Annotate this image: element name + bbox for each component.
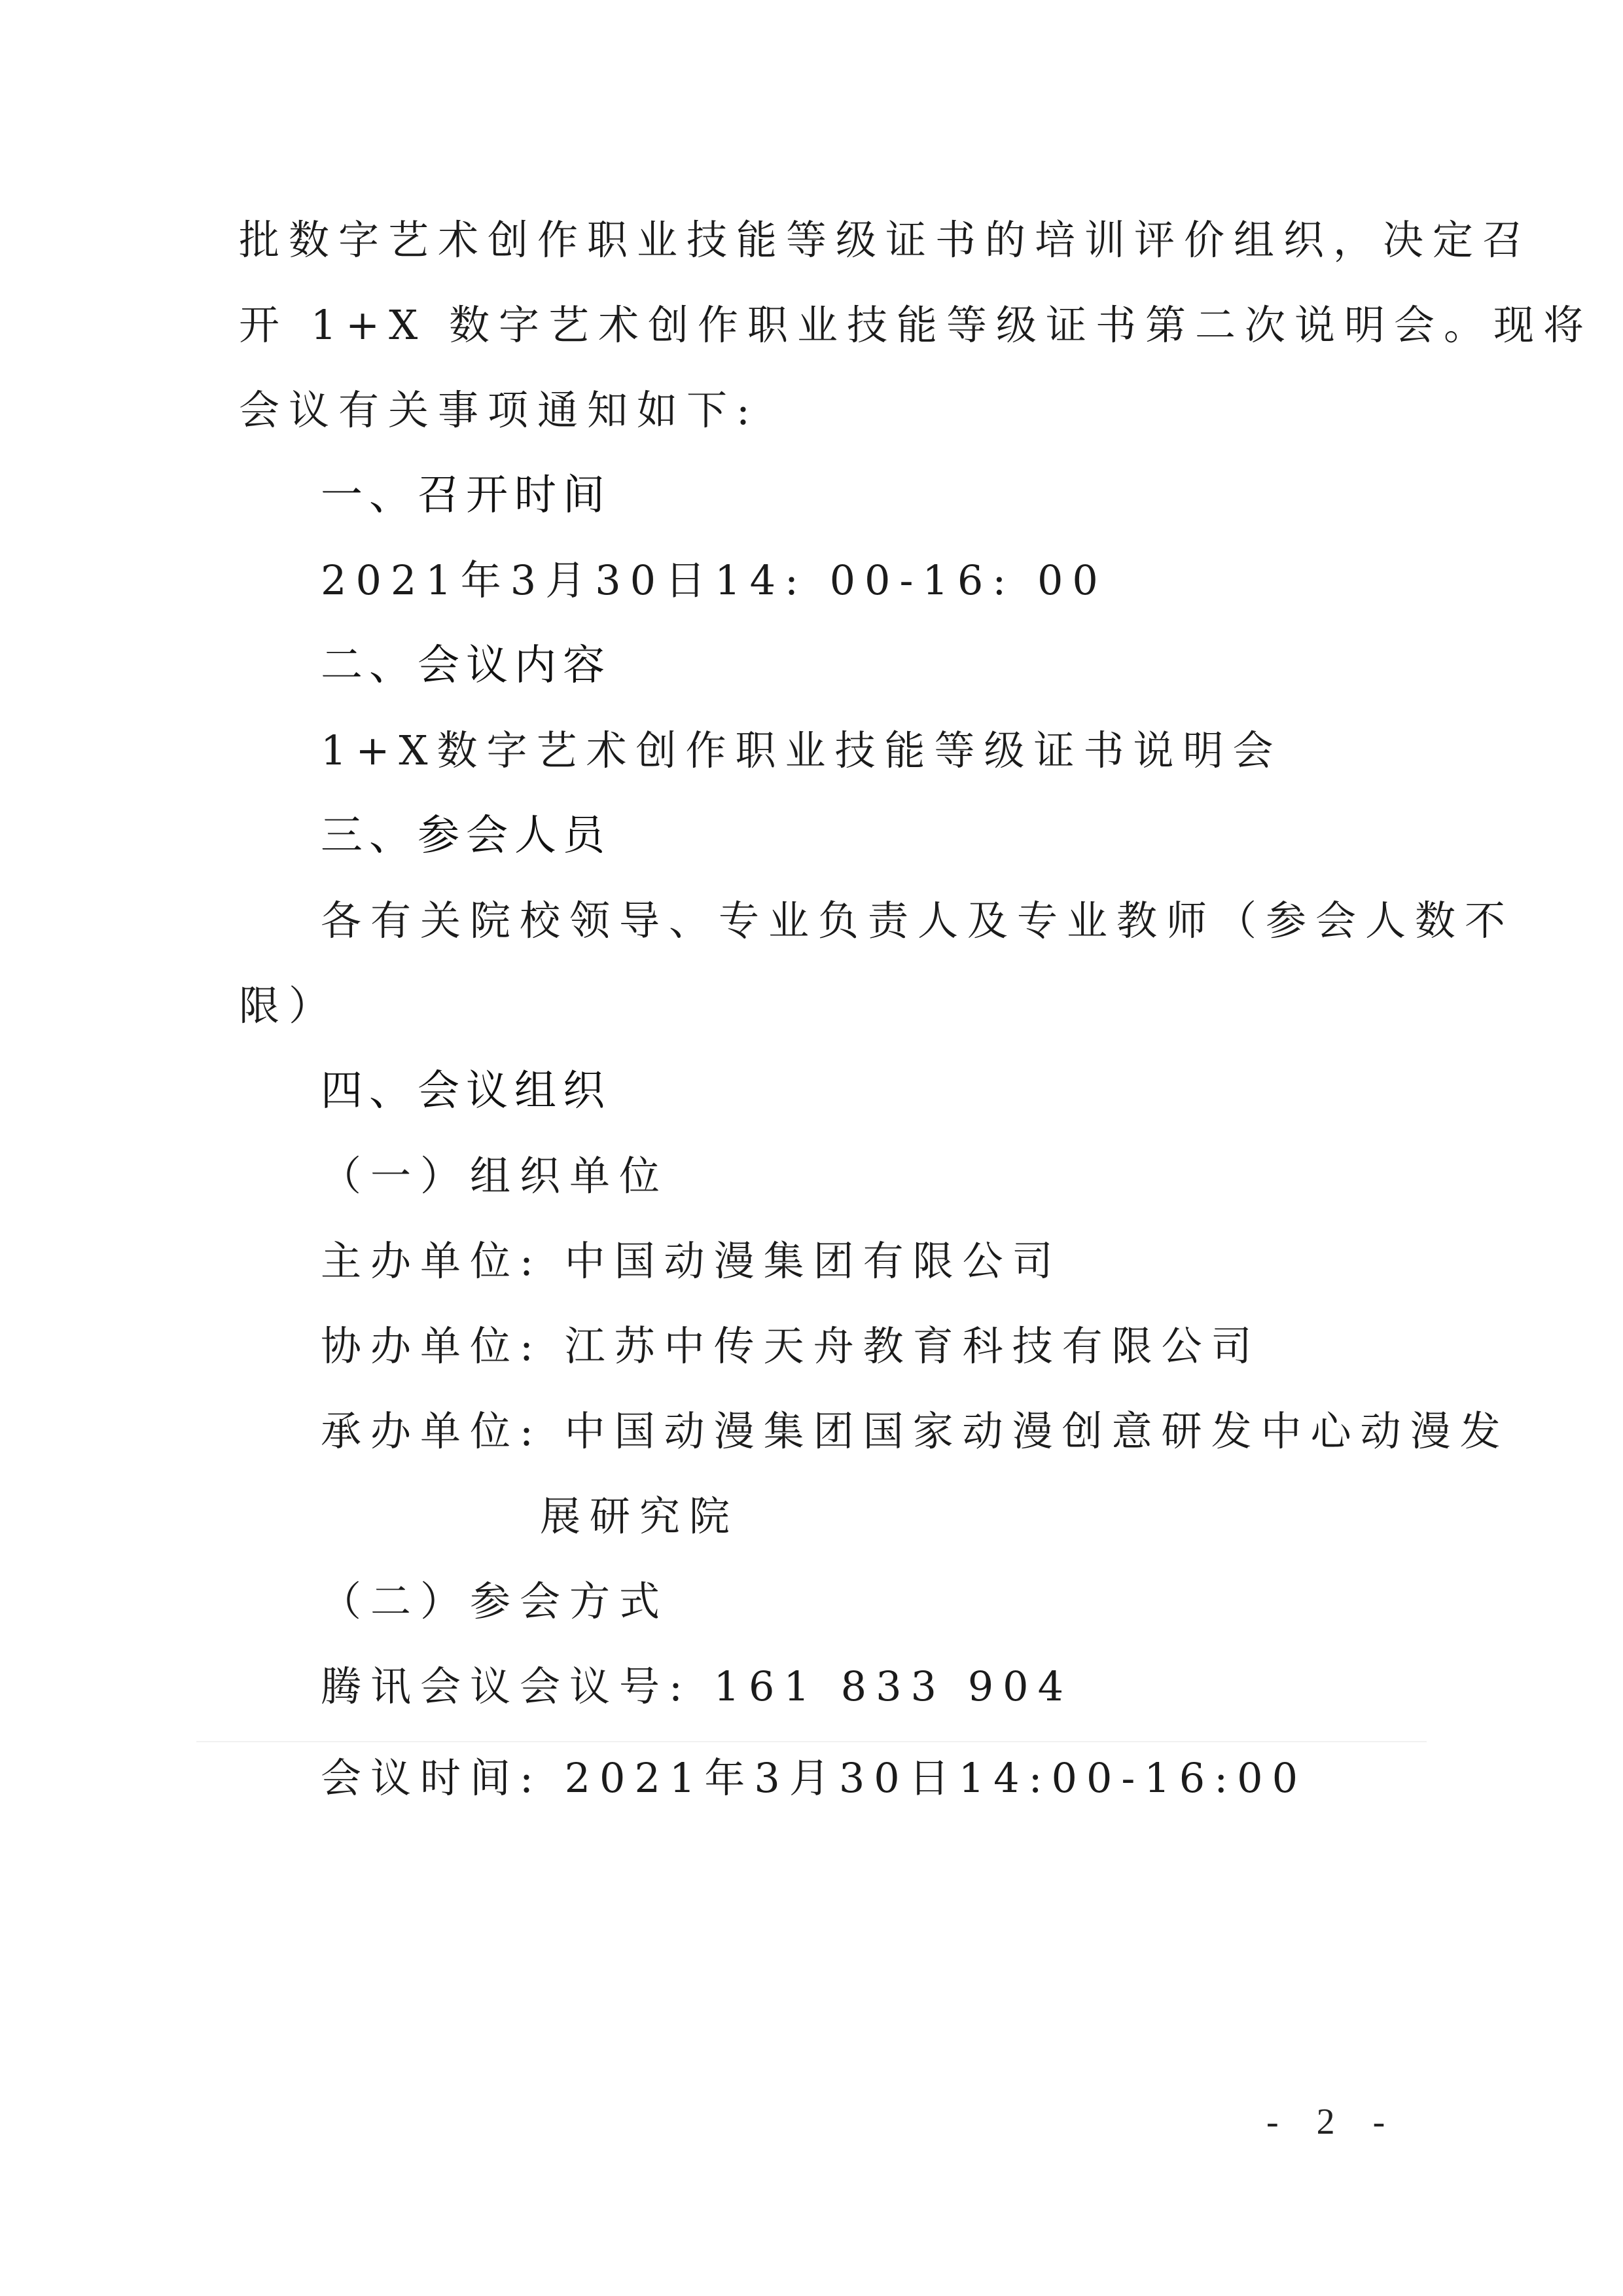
organizer-unit-line-2: 展研究院 — [540, 1492, 740, 1540]
intro-line-2: 开 1+X 数字艺术创作职业技能等级证书第二次说明会。现将 — [239, 301, 1593, 349]
section3-content-line-1: 各有关院校领导、专业负责人及专业教师（参会人数不 — [321, 897, 1515, 944]
section4-sub1-heading: （一）组织单位 — [321, 1152, 669, 1200]
section1-content: 2021年3月30日14: 00-16: 00 — [321, 556, 1107, 604]
co-host-unit: 协办单位: 江苏中传天舟教育科技有限公司 — [321, 1322, 1261, 1370]
section3-content-line-2: 限） — [239, 982, 339, 1030]
meeting-id: 腾讯会议会议号: 161 833 904 — [321, 1662, 1073, 1710]
page-number: - 2 - — [1266, 2102, 1400, 2142]
section4-heading: 四、会议组织 — [321, 1067, 611, 1115]
intro-line-3: 会议有关事项通知如下: — [239, 386, 759, 434]
meeting-time: 会议时间: 2021年3月30日14:00-16:00 — [321, 1754, 1308, 1802]
section3-heading: 三、参会人员 — [321, 812, 611, 860]
section2-content: 1+X数字艺术创作职业技能等级证书说明会 — [321, 726, 1283, 774]
scan-artifact-line — [196, 1741, 1427, 1742]
section4-sub2-heading: （二）参会方式 — [321, 1577, 669, 1625]
section2-heading: 二、会议内容 — [321, 641, 611, 690]
organizer-unit-line-1: 承办单位: 中国动漫集团国家动漫创意研发中心动漫发 — [321, 1407, 1510, 1455]
section1-heading: 一、召开时间 — [321, 471, 611, 520]
host-unit: 主办单位: 中国动漫集团有限公司 — [321, 1237, 1062, 1285]
intro-line-1: 批数字艺术创作职业技能等级证书的培训评价组织，决定召 — [239, 216, 1533, 264]
